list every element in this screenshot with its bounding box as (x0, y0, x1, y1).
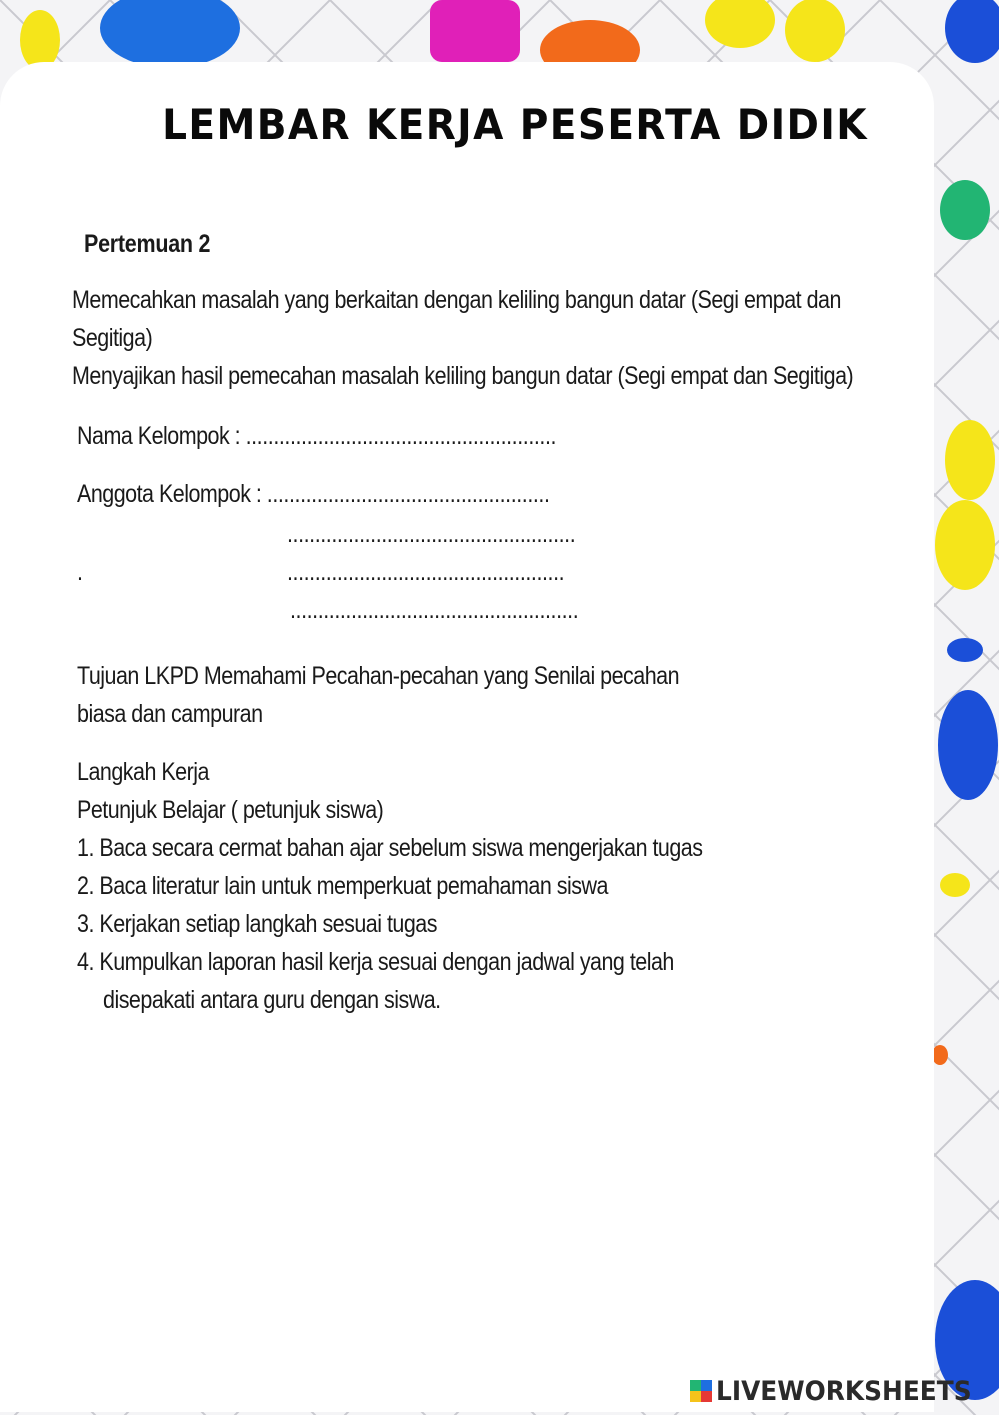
step-text: Baca literatur lain untuk memperkuat pemahaman siswa (99, 872, 608, 900)
stray-dot: . (77, 558, 83, 586)
instructions-heading: Petunjuk Belajar ( petunjuk siswa) (77, 796, 384, 824)
worksheet-title: LEMBAR KERJA PESERTA DIDIK (162, 100, 868, 149)
step-item-1 (77, 829, 702, 867)
step-number: 3. (77, 910, 94, 938)
group-member-blank-4[interactable]: .................................................... (290, 596, 579, 624)
group-name-blank[interactable]: ........................................................ (245, 422, 557, 450)
step-text: Kerjakan setiap langkah sesuai tugas (99, 910, 437, 938)
liveworksheets-logo-text: LIVEWORKSHEETS (716, 1375, 972, 1407)
group-members-label: Anggota Kelompok : (77, 480, 267, 508)
step-item-3 (77, 905, 437, 943)
step-item-2 (77, 867, 608, 905)
group-member-blank-2[interactable]: .................................................... (287, 520, 576, 548)
steps-heading: Langkah Kerja (77, 758, 209, 786)
group-member-blank-1[interactable]: ................................................... (266, 480, 550, 508)
group-member-blank-3[interactable]: .................................................. (287, 558, 565, 586)
objective-line-2: Segitiga) (72, 324, 153, 352)
group-name-row (77, 417, 556, 455)
step-text: Kumpulkan laporan hasil kerja sesuai dengan jadwal yang telah (99, 948, 674, 976)
liveworksheets-logo-icon (690, 1380, 712, 1402)
step-text: Baca secara cermat bahan ajar sebelum siswa mengerjakan tugas (99, 834, 703, 862)
step-item-4 (77, 943, 674, 981)
step-item-4-continuation: disepakati antara guru dengan siswa. (103, 986, 441, 1014)
step-number: 2. (77, 872, 94, 900)
liveworksheets-logo[interactable] (690, 1375, 994, 1407)
group-members-row (77, 475, 550, 513)
step-number: 4. (77, 948, 94, 976)
objective-line-1: Memecahkan masalah yang berkaitan dengan keliling bangun datar (Segi empat dan (72, 286, 841, 314)
group-name-label: Nama Kelompok : (77, 422, 246, 450)
objective-line-3: Menyajikan hasil pemecahan masalah keliling bangun datar (Segi empat dan Segitiga) (72, 362, 854, 390)
step-number: 1. (77, 834, 94, 862)
purpose-line-1: Tujuan LKPD Memahami Pecahan-pecahan yang Senilai pecahan (77, 662, 680, 690)
meeting-label: Pertemuan 2 (84, 230, 211, 258)
worksheet-paper (0, 62, 934, 1412)
purpose-line-2: biasa dan campuran (77, 700, 263, 728)
